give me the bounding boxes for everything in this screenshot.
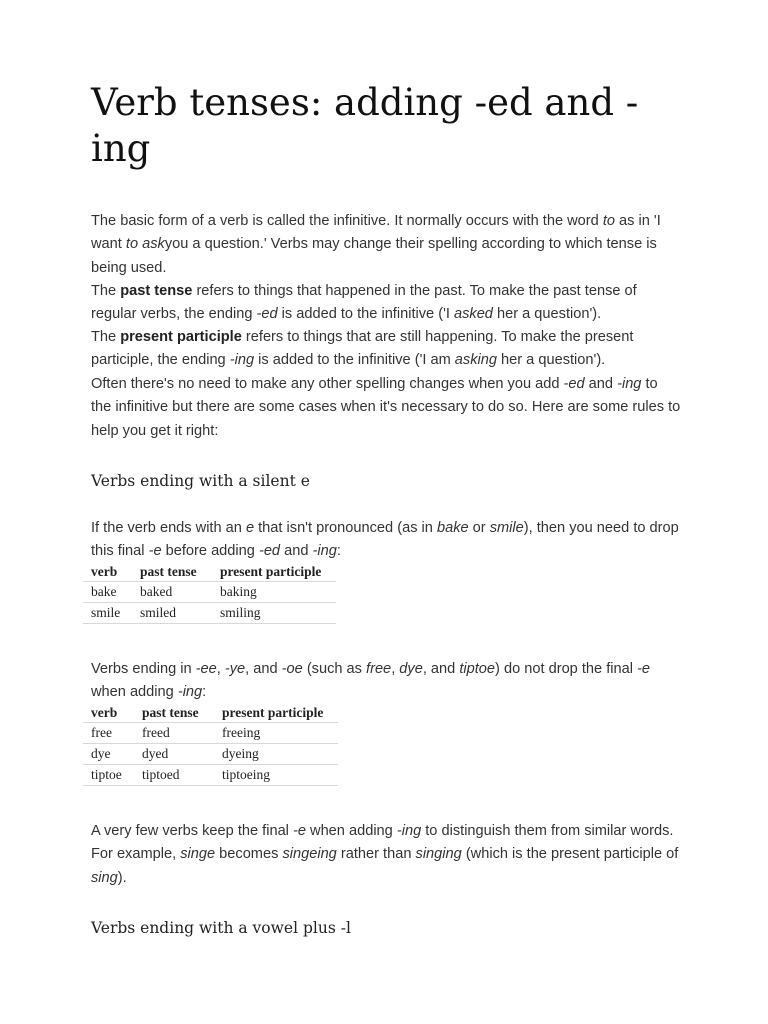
keep-final-e-paragraph: A very few verbs keep the final -e when adding -ing to distinguish them from similar words. For example, singe becomes singeing rather than singing (which is the present participle of sing). <box>91 823 679 886</box>
table-row <box>83 603 336 624</box>
table-cell: dyed <box>134 744 214 765</box>
table-row <box>83 582 336 603</box>
column-header: verb <box>91 563 118 579</box>
table-cell: smiling <box>212 603 336 624</box>
section-heading-silent-e: Verbs ending with a silent e <box>91 472 310 490</box>
table-cell: tiptoed <box>134 765 214 786</box>
table-cell: freed <box>134 723 214 744</box>
page-title: Verb tenses: adding -ed and -ing <box>91 81 639 170</box>
table-cell: baking <box>212 582 336 603</box>
silent-e-paragraph: If the verb ends with an e that isn't pronounced (as in bake or smile), then you need to drop this final -e before adding -ed and -ing: <box>91 520 679 560</box>
table-cell: free <box>83 723 134 744</box>
table-cell: smiled <box>132 603 212 624</box>
table-cell: bake <box>83 582 132 603</box>
table-cell: freeing <box>214 723 338 744</box>
past-tense-paragraph: The past tense refers to things that happened in the past. To make the past tense of regular verbs, the ending -ed is added to the infinitive ('I asked her a question'). <box>91 283 637 323</box>
table-row <box>83 723 338 744</box>
table-row <box>83 744 338 765</box>
spelling-rules-intro-paragraph: Often there's no need to make any other spelling changes when you add -ed and -ing to the infinitive but there are some cases when it's necessary to do so. Here are some rules to help you get it right: <box>91 376 681 439</box>
table-cell: baked <box>132 582 212 603</box>
table-header-row <box>83 562 336 582</box>
section-heading-vowel-plus-l: Verbs ending with a vowel plus -l <box>91 919 351 937</box>
ee-ye-oe-table <box>83 703 338 786</box>
table-cell: dyeing <box>214 744 338 765</box>
table-cell: dye <box>83 744 134 765</box>
column-header: verb <box>91 704 118 720</box>
present-participle-paragraph: The present participle refers to things that are still happening. To make the present participle, the ending -ing is added to the infinitive ('I am asking her a question'). <box>91 329 634 369</box>
intro-paragraph: The basic form of a verb is called the infinitive. It normally occurs with the word to as in 'I want to askyou a question.' Verbs may change their spelling according to which tense is being used. <box>91 213 661 276</box>
table-cell: tiptoeing <box>214 765 338 786</box>
column-header: past tense <box>142 704 199 720</box>
table-header-row <box>83 703 338 723</box>
ee-ye-oe-paragraph: Verbs ending in -ee, -ye, and -oe (such as free, dye, and tiptoe) do not drop the final -e when adding -ing: <box>91 661 651 701</box>
table-cell: tiptoe <box>83 765 134 786</box>
column-header: present participle <box>222 704 324 720</box>
table-row <box>83 765 338 786</box>
table-cell: smile <box>83 603 132 624</box>
silent-e-table <box>83 562 336 624</box>
column-header: present participle <box>220 563 322 579</box>
column-header: past tense <box>140 563 197 579</box>
